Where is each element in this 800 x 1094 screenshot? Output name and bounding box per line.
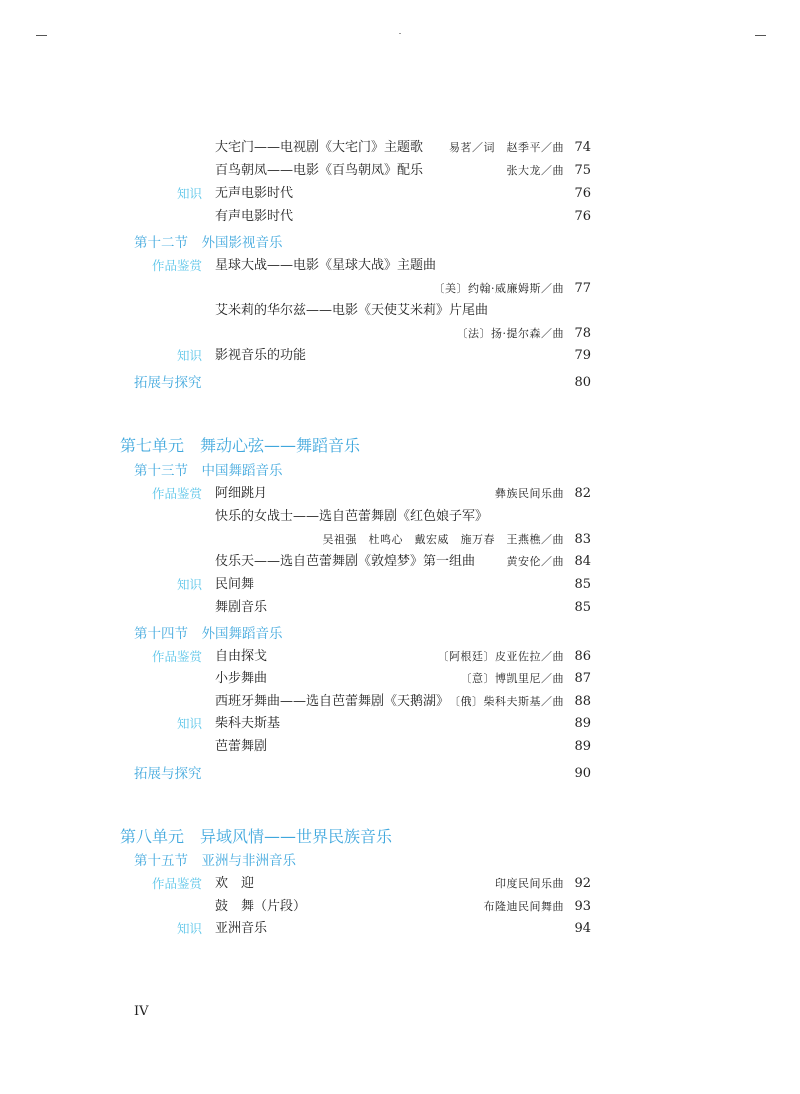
page-number: 83	[574, 532, 591, 547]
page-number: 74	[574, 140, 591, 155]
section-heading: 第十三节 中国舞蹈音乐	[134, 463, 283, 479]
entry-credit: 〔俄〕柴科夫斯基／曲	[449, 695, 564, 708]
page-folio: IV	[134, 1004, 149, 1019]
toc-row	[0, 918, 800, 940]
page-number: 87	[574, 671, 591, 686]
entry-title: 鼓 舞（片段）	[215, 899, 307, 914]
entry-credit: 易茗／词 赵季平／曲	[449, 141, 564, 154]
page-number: 80	[574, 375, 591, 390]
page-number: 79	[574, 348, 591, 363]
toc-row	[0, 435, 800, 457]
entry-title: 亚洲音乐	[215, 921, 268, 936]
unit-heading: 第七单元 舞动心弦——舞蹈音乐	[120, 436, 361, 455]
toc-row	[0, 763, 800, 785]
page-number: 84	[574, 554, 591, 569]
extension-link[interactable]: 拓展与探究	[134, 375, 202, 391]
toc-row	[0, 646, 800, 668]
category-label: 知识	[176, 186, 202, 201]
entry-credit: 吴祖强 杜鸣心 戴宏威 施万春 王燕樵／曲	[322, 533, 564, 546]
crop-mark-left	[36, 35, 47, 36]
category-label: 知识	[176, 577, 202, 592]
category-label: 知识	[176, 716, 202, 731]
entry-title: 西班牙舞曲——选自芭蕾舞剧《天鹅湖》	[215, 694, 450, 709]
unit-heading: 第八单元 异域风情——世界民族音乐	[120, 827, 393, 846]
page-number: 89	[574, 716, 591, 731]
entry-title: 伎乐天——选自芭蕾舞剧《敦煌梦》第一组曲	[215, 554, 476, 569]
page-number: 89	[574, 739, 591, 754]
entry-title: 自由探戈	[215, 649, 268, 664]
category-label: 作品鉴赏	[151, 258, 202, 273]
page-number: 76	[574, 186, 591, 201]
toc-row	[0, 896, 800, 918]
entry-credit: 〔法〕扬·提尔森／曲	[456, 327, 564, 340]
toc-row	[0, 323, 800, 345]
toc-row	[0, 873, 800, 895]
entry-credit: 张大龙／曲	[506, 164, 564, 177]
toc-row	[0, 183, 800, 205]
toc-row	[0, 668, 800, 690]
page-number: 75	[574, 163, 591, 178]
toc-row	[0, 483, 800, 505]
toc-row	[0, 255, 800, 277]
toc-row	[0, 850, 800, 872]
toc-row	[0, 345, 800, 367]
page-number: 86	[574, 649, 591, 664]
page-number: 77	[574, 281, 591, 296]
extension-link[interactable]: 拓展与探究	[134, 766, 202, 782]
section-heading: 第十四节 外国舞蹈音乐	[134, 626, 283, 642]
category-label: 知识	[176, 921, 202, 936]
category-label: 作品鉴赏	[151, 876, 202, 891]
toc-row	[0, 826, 800, 848]
toc-row	[0, 300, 800, 322]
toc-row	[0, 137, 800, 159]
page-number: 76	[574, 209, 591, 224]
toc-row	[0, 574, 800, 596]
entry-title: 快乐的女战士——选自芭蕾舞剧《红色娘子军》	[215, 509, 489, 524]
entry-title: 无声电影时代	[215, 186, 294, 201]
entry-credit: 布隆迪民间舞曲	[483, 900, 564, 913]
toc-row	[0, 551, 800, 573]
page-number: 94	[574, 921, 591, 936]
toc-row	[0, 160, 800, 182]
entry-title: 柴科夫斯基	[215, 716, 281, 731]
toc-row	[0, 278, 800, 300]
crop-mark-center	[399, 33, 401, 34]
toc-row	[0, 529, 800, 551]
entry-title: 百鸟朝凤——电影《百鸟朝凤》配乐	[215, 163, 424, 178]
toc-row	[0, 623, 800, 645]
entry-title: 芭蕾舞剧	[215, 739, 268, 754]
toc-row	[0, 206, 800, 228]
toc-row	[0, 506, 800, 528]
entry-title: 小步舞曲	[215, 671, 268, 686]
page-number: 93	[574, 899, 591, 914]
page-number: 88	[574, 694, 591, 709]
entry-credit: 彝族民间乐曲	[495, 487, 564, 500]
category-label: 作品鉴赏	[151, 486, 202, 501]
entry-title: 影视音乐的功能	[215, 348, 307, 363]
page-number: 92	[574, 876, 591, 891]
entry-credit: 印度民间乐曲	[495, 877, 564, 890]
entry-credit: 〔阿根廷〕皮亚佐拉／曲	[437, 650, 564, 663]
entry-credit: 〔美〕约翰·威廉姆斯／曲	[433, 282, 564, 295]
entry-title: 有声电影时代	[215, 209, 294, 224]
page-number: 85	[574, 600, 591, 615]
entry-title: 欢 迎	[215, 876, 255, 891]
page-number: 82	[574, 486, 591, 501]
section-heading: 第十五节 亚洲与非洲音乐	[134, 853, 296, 869]
entry-title: 阿细跳月	[215, 486, 268, 501]
section-heading: 第十二节 外国影视音乐	[134, 235, 283, 251]
page-number: 90	[574, 766, 591, 781]
entry-credit: 〔意〕博凯里尼／曲	[460, 672, 564, 685]
entry-title: 艾米莉的华尔兹——电影《天使艾米莉》片尾曲	[215, 303, 489, 318]
toc-row	[0, 736, 800, 758]
category-label: 作品鉴赏	[151, 649, 202, 664]
entry-credit: 黄安伦／曲	[506, 555, 564, 568]
page-number: 85	[574, 577, 591, 592]
toc-row	[0, 372, 800, 394]
entry-title: 大宅门——电视剧《大宅门》主题歌	[215, 140, 424, 155]
toc-row	[0, 713, 800, 735]
crop-mark-right	[755, 35, 766, 36]
category-label: 知识	[176, 348, 202, 363]
toc-row	[0, 460, 800, 482]
toc-row	[0, 597, 800, 619]
page-number: 78	[574, 326, 591, 341]
toc-row	[0, 232, 800, 254]
entry-title: 星球大战——电影《星球大战》主题曲	[215, 258, 437, 273]
toc-row	[0, 691, 800, 713]
entry-title: 民间舞	[215, 577, 255, 592]
entry-title: 舞剧音乐	[215, 600, 268, 615]
